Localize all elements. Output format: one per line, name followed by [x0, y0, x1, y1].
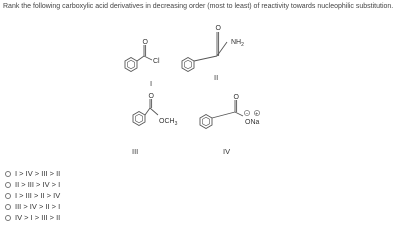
question-text: Rank the following carboxylic acid derivatives in decreasing order (most to least) of reactivity towards nucleophilic substitution.: [3, 3, 393, 10]
option-label: III > IV > II > I: [15, 202, 61, 211]
radio-button[interactable]: [5, 193, 11, 199]
structure-iv-positive-charge: +: [255, 111, 259, 118]
radio-button[interactable]: [5, 215, 11, 221]
structure-iv-sodium-oxide: ONa: [245, 119, 260, 126]
option-label: IV > I > III > II: [15, 213, 61, 222]
structure-i-oxygen: O: [142, 39, 148, 46]
structure-iv-numeral: IV: [223, 147, 231, 156]
structure-iii: [133, 99, 158, 126]
option-label: I > III > II > IV: [15, 191, 61, 200]
radio-button[interactable]: [5, 204, 11, 210]
option-5[interactable]: [5, 212, 60, 223]
structure-ii-amine: $NH_2$: [231, 39, 244, 48]
structure-iv-oxygen: O: [233, 94, 239, 101]
structure-i-numeral: I: [150, 79, 153, 88]
structure-iv-charges: [244, 110, 259, 117]
option-2[interactable]: [5, 179, 60, 190]
radio-button[interactable]: [5, 182, 11, 188]
structure-iv-negative-charge: −: [245, 111, 249, 118]
structure-i-chlorine: Cl: [153, 58, 160, 65]
option-label: I > IV > III > II: [15, 169, 61, 178]
structure-ii: [182, 32, 227, 72]
structure-ii-numeral: II: [214, 73, 219, 82]
structure-iii-oxygen: O: [148, 93, 154, 100]
structure-ii-oxygen: O: [215, 25, 221, 32]
answer-options: [5, 168, 60, 223]
option-1[interactable]: [5, 168, 60, 179]
option-label: II > III > IV > I: [15, 180, 61, 189]
option-3[interactable]: [5, 190, 60, 201]
structure-iii-methoxy: $OCH_3$: [159, 118, 178, 127]
option-4[interactable]: [5, 201, 60, 212]
radio-button[interactable]: [5, 171, 11, 177]
structure-i: [125, 45, 152, 72]
structure-iv: [200, 100, 243, 129]
structure-iii-numeral: III: [132, 147, 139, 156]
